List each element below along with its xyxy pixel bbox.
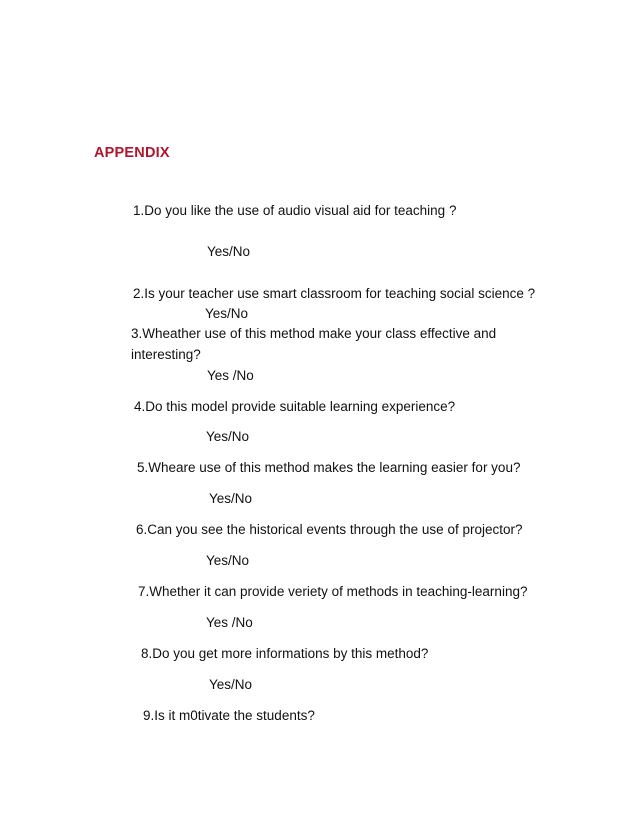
page-title: APPENDIX (94, 145, 170, 161)
question-7: 7.Whether it can provide veriety of methods in teaching-learning? (138, 584, 528, 599)
answer-1: Yes/No (207, 244, 251, 259)
answer-7: Yes /No (206, 615, 253, 630)
question-8: 8.Do you get more informations by this method? (141, 646, 429, 661)
question-5: 5.Wheare use of this method makes the learning easier for you? (137, 460, 521, 475)
answer-3: Yes /No (207, 368, 254, 383)
question-1: 1.Do you like the use of audio visual aid for teaching ? (133, 203, 457, 218)
answer-5: Yes/No (209, 491, 253, 506)
answer-6: Yes/No (206, 553, 250, 568)
question-6: 6.Can you see the historical events through the use of projector? (136, 522, 523, 537)
question-3-continuation: interesting? (131, 347, 201, 362)
question-9: 9.Is it m0tivate the students? (143, 708, 315, 723)
question-2: 2.Is your teacher use smart classroom for teaching social science ? (133, 286, 536, 301)
answer-4: Yes/No (206, 429, 250, 444)
question-4: 4.Do this model provide suitable learning experience? (134, 399, 456, 414)
answer-2: Yes/No (205, 306, 249, 321)
answer-8: Yes/No (209, 677, 253, 692)
question-3: 3.Wheather use of this method make your class effective and (131, 326, 497, 341)
